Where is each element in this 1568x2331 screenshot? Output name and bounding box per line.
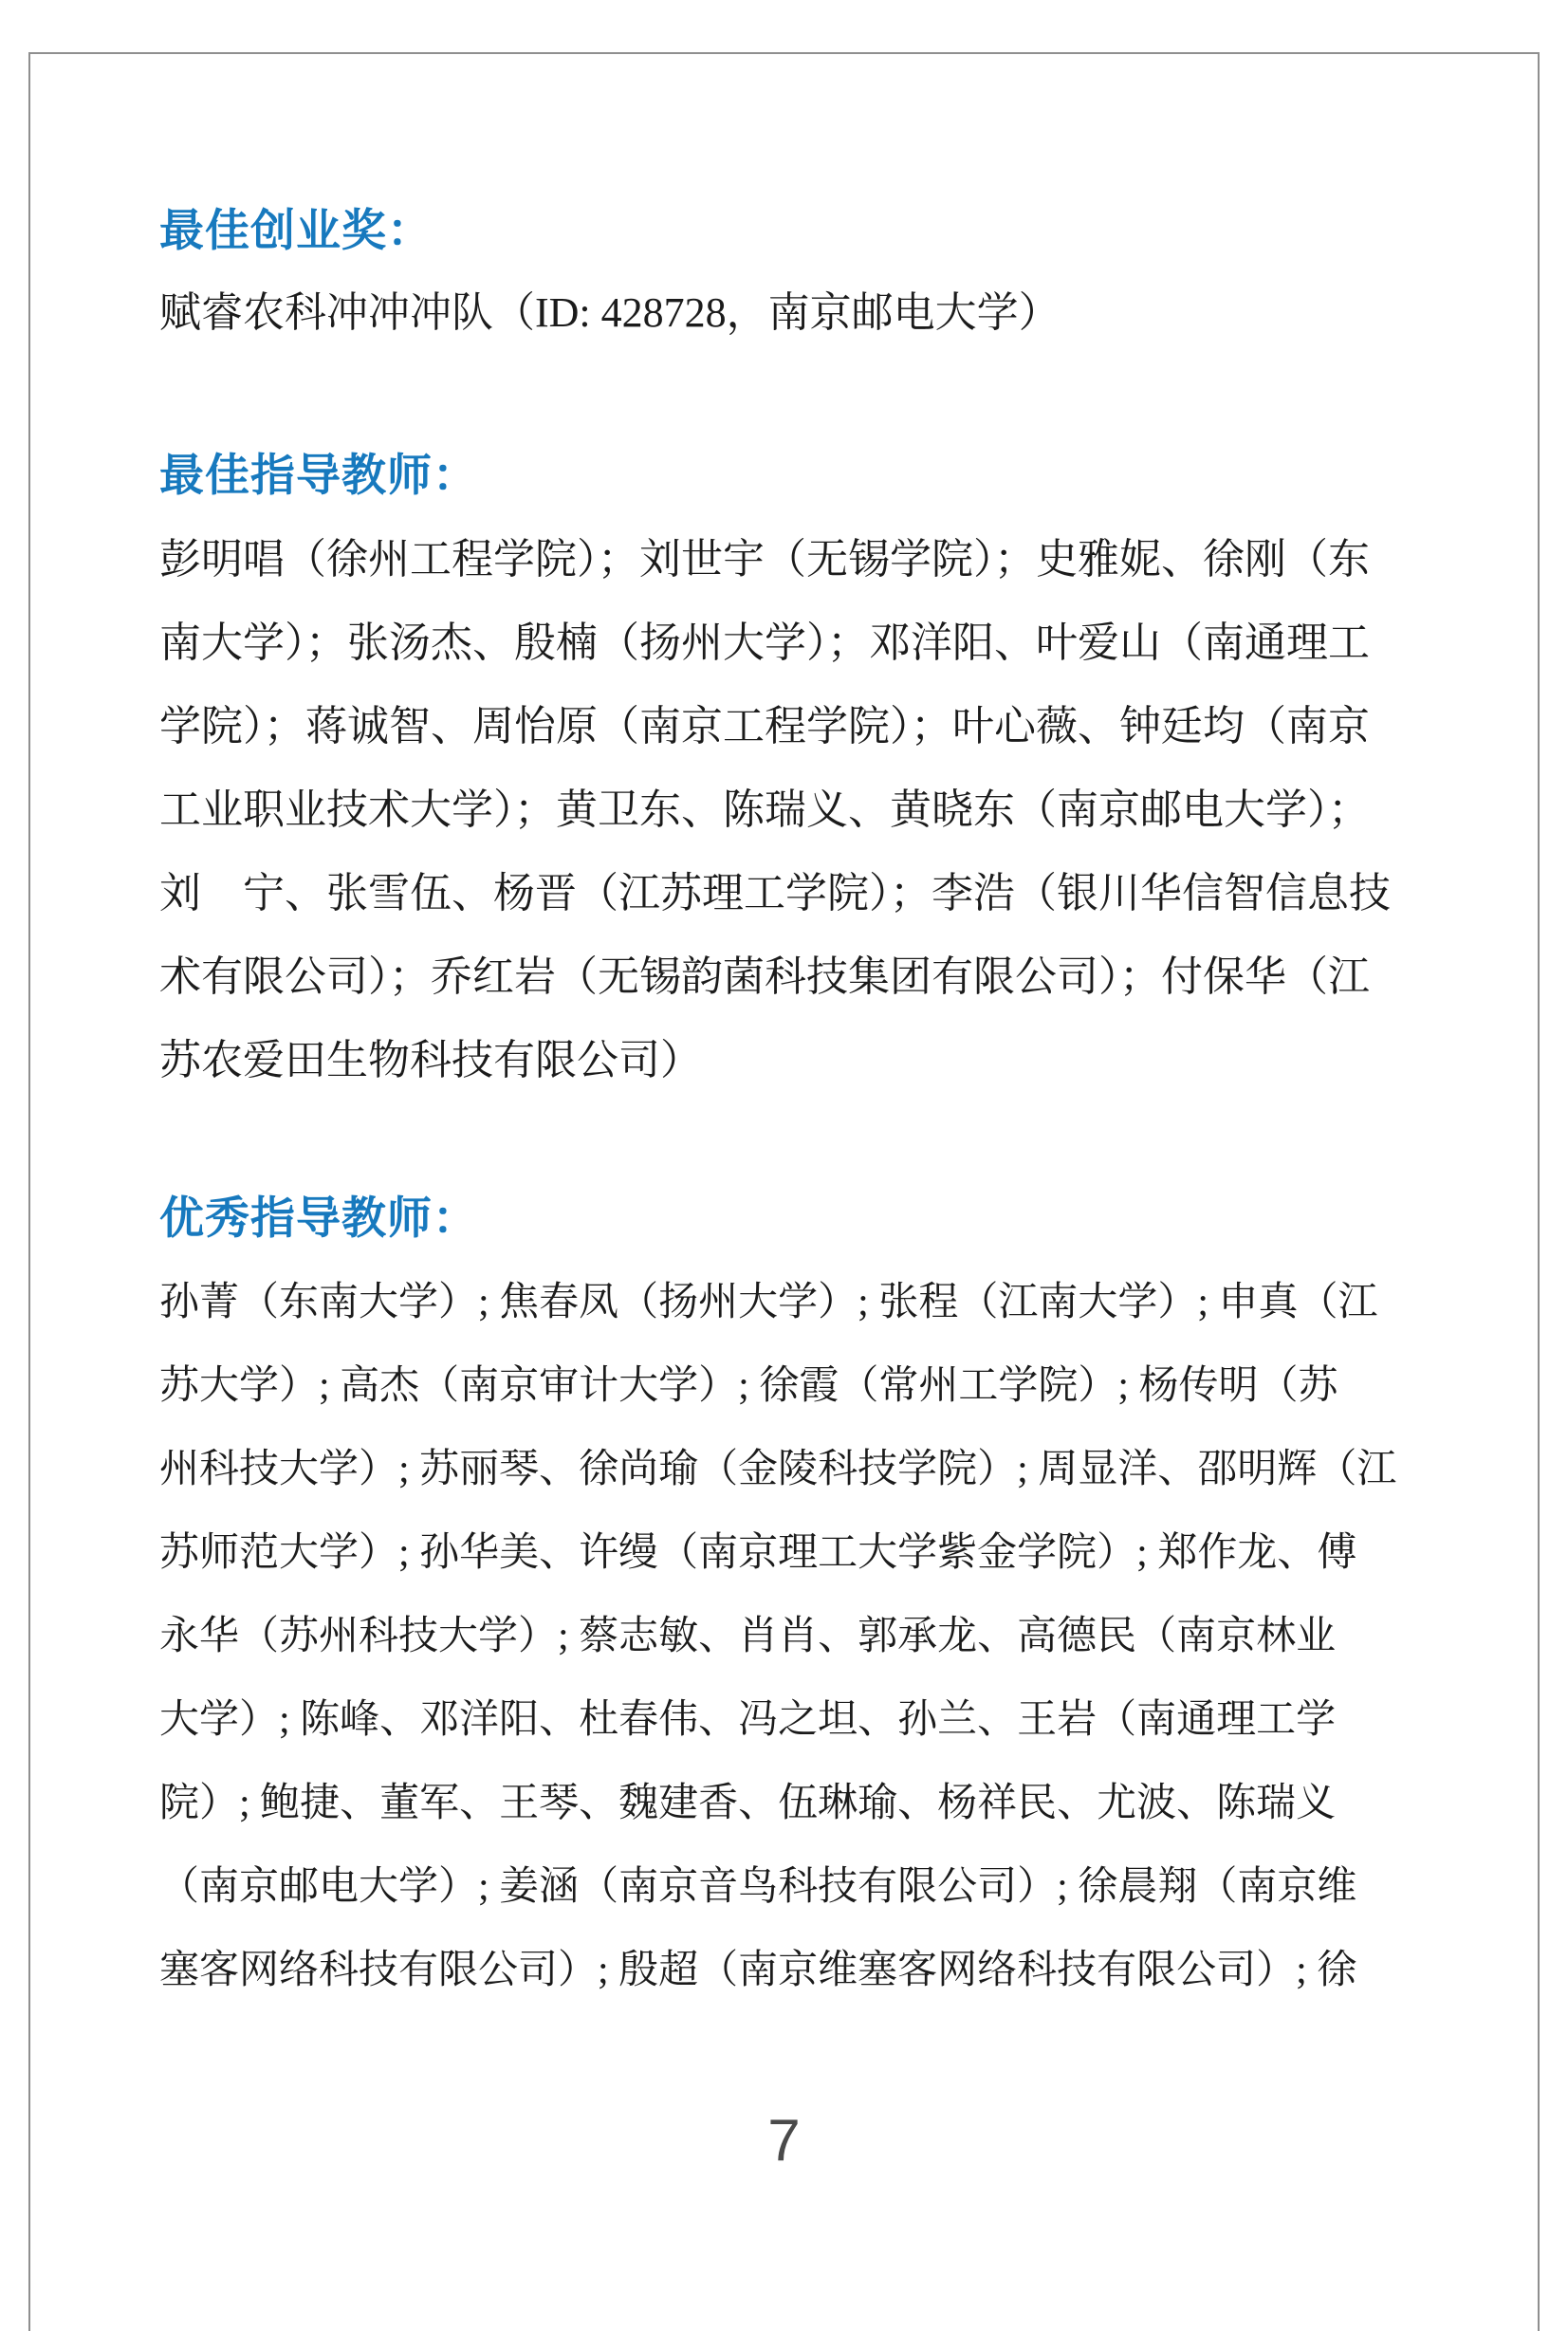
body-line: 苏农爱田生物科技有限公司） xyxy=(159,1037,702,1083)
body-line: 赋睿农科冲冲冲队（ID: 428728，南京邮电大学） xyxy=(159,289,1061,336)
section-body xyxy=(159,271,1421,355)
section-excellent-advising-teachers xyxy=(159,1189,1421,2012)
page-content xyxy=(159,0,1421,2012)
section-heading: 最佳指导教师： xyxy=(159,450,478,500)
section-body xyxy=(159,518,1421,1102)
body-line: 彭明唱（徐州工程学院）；刘世宇（无锡学院）；史雅妮、徐刚（东 xyxy=(159,536,1370,583)
body-line: （南京邮电大学）; 姜涵（南京音鸟科技有限公司）; 徐晨翔（南京维 xyxy=(159,1865,1357,1909)
body-line: 州科技大学）; 苏丽琴、徐尚瑜（金陵科技学院）; 周显洋、邵明辉（江 xyxy=(159,1448,1397,1491)
body-line: 苏大学）; 高杰（南京审计大学）; 徐霞（常州工学院）; 杨传明（苏 xyxy=(159,1364,1338,1408)
body-line: 孙菁（东南大学）; 焦春凤（扬州大学）; 张程（江南大学）; 申真（江 xyxy=(159,1281,1378,1324)
body-line: 刘 宁、张雪伍、杨晋（江苏理工学院）；李浩（银川华信智信息技 xyxy=(159,870,1391,916)
page-number: 7 xyxy=(767,2108,801,2174)
body-line: 学院）；蒋诚智、周怡原（南京工程学院）；叶心薇、钟廷均（南京 xyxy=(159,703,1370,749)
body-line: 南大学）；张汤杰、殷楠（扬州大学）；邓洋阳、叶爱山（南通理工 xyxy=(159,620,1370,666)
section-best-entrepreneurship-award xyxy=(159,201,1421,355)
section-best-advising-teachers xyxy=(159,446,1421,1102)
body-line: 永华（苏州科技大学）; 蔡志敏、肖肖、郭承龙、高德民（南京林业 xyxy=(159,1615,1337,1658)
section-heading: 最佳创业奖： xyxy=(159,205,433,255)
body-line: 术有限公司）；乔红岩（无锡韵菌科技集团有限公司）；付保华（江 xyxy=(159,953,1370,1000)
section-heading: 优秀指导教师： xyxy=(159,1193,478,1243)
body-line: 工业职业技术大学）；黄卫东、陈瑞义、黄晓东（南京邮电大学）； xyxy=(159,786,1370,833)
body-line: 塞客网络科技有限公司）; 殷超（南京维塞客网络科技有限公司）; 徐 xyxy=(159,1949,1357,1992)
body-line: 大学）; 陈峰、邓洋阳、杜春伟、冯之坦、孙兰、王岩（南通理工学 xyxy=(159,1698,1337,1742)
section-body xyxy=(159,1261,1421,2012)
body-line: 院）; 鲍捷、董军、王琴、魏建香、伍琳瑜、杨祥民、尤波、陈瑞义 xyxy=(159,1782,1337,1825)
body-line: 苏师范大学）; 孙华美、许缦（南京理工大学紫金学院）; 郑作龙、傅 xyxy=(159,1531,1357,1575)
